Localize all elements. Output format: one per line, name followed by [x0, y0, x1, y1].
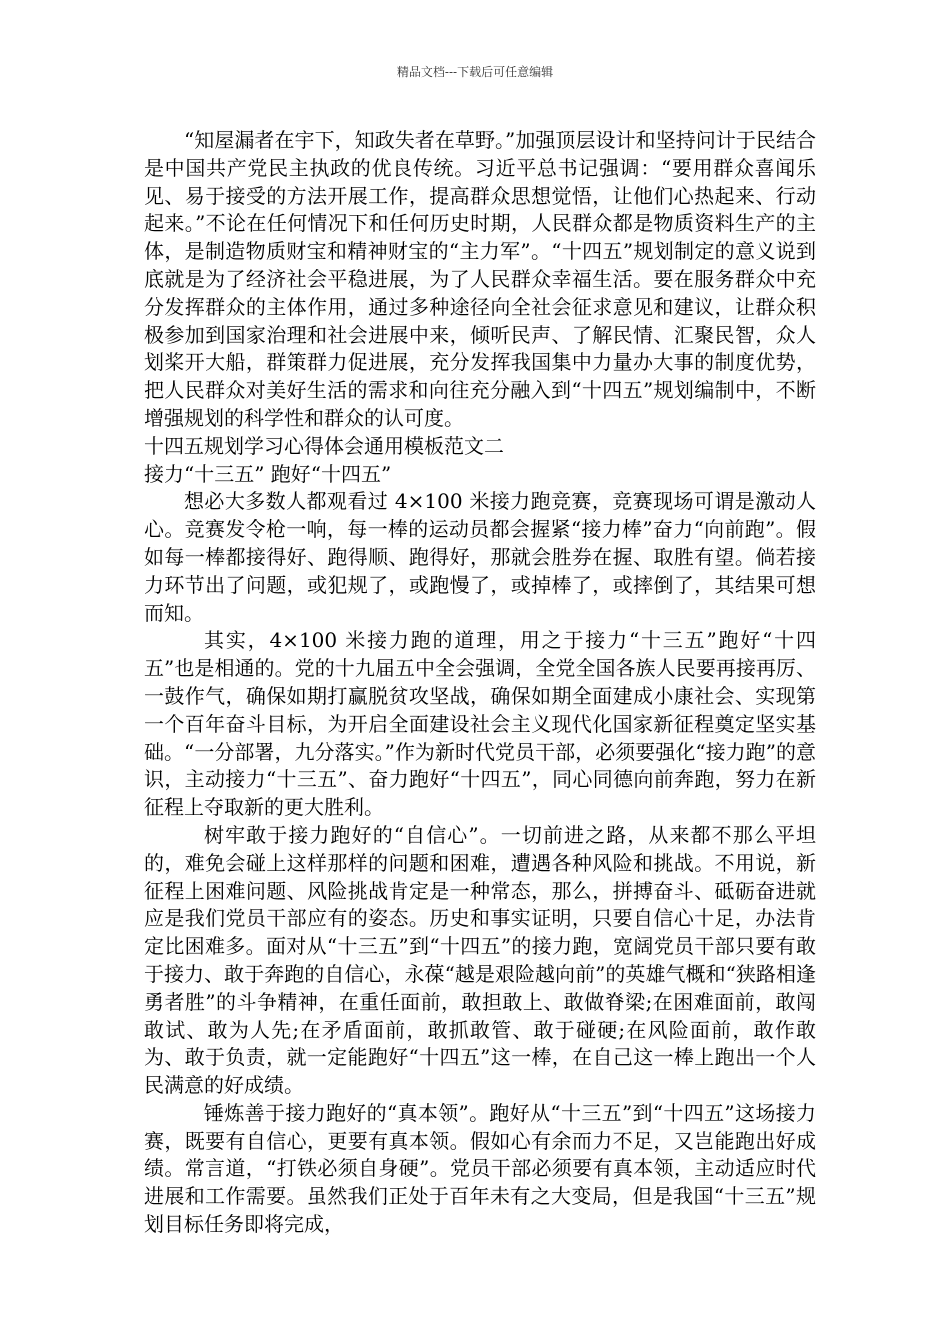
- document-body: [144, 127, 816, 1239]
- section-title: 十四五规划学习心得体会通用模板范文二: [144, 433, 504, 458]
- paragraph: 锤炼善于接力跑好的“真本领”。跑好从“十三五”到“十四五”这场接力赛，既要有自信心，更要有真本领。假如心有余而力不足，又岂能跑出好成绩。常言道，“打铁必须自身硬”。党员干部必须要有真本领，主动适应时代进展和工作需要。虽然我们正处于百年未有之大变局，但是我国“十三五”规划目标任务即将完成，: [144, 1100, 816, 1237]
- paragraph: “知屋漏者在宇下，知政失者在草野。”加强顶层设计和坚持问计于民结合是中国共产党民主执政的优良传统。习近平总书记强调：“要用群众喜闻乐见、易于接受的方法开展工作，提高群众思想觉悟，让他们心热起来、行动起来。”不论在任何情况下和任何历史时期，人民群众都是物质资料生产的主体，是制造物质财宝和精神财宝的“主力军”。“十四五”规划制定的意义说到底就是为了经济社会平稳进展，为了人民群众幸福生活。要在服务群众中充分发挥群众的主体作用，通过多种途径向全社会征求意见和建议，让群众积极参加到国家治理和社会进展中来，倾听民声、了解民情、汇聚民智，众人划桨开大船，群策群力促进展，充分发挥我国集中力量办大事的制度优势，把人民群众对美好生活的需求和向往充分融入到“十四五”规划编制中，不断增强规划的科学性和群众的认可度。: [144, 128, 816, 430]
- article-title: 接力“十三五” 跑好“十四五”: [144, 461, 392, 486]
- paragraph: 树牢敢于接力跑好的“自信心”。一切前进之路，从来都不那么平坦的，难免会碰上这样那样的问题和困难，遭遇各种风险和挑战。不用说，新征程上困难问题、风险挑战肯定是一种常态，那么，拼搏奋斗、砥砺奋进就应是我们党员干部应有的姿态。历史和事实证明，只要自信心十足，办法肯定比困难多。面对从“十三五”到“十四五”的接力跑，宽阔党员干部只要有敢于接力、敢于奔跑的自信心，永葆“越是艰险越向前”的英雄气概和“狭路相逢勇者胜”的斗争精神，在重任面前，敢担敢上、敢做脊梁;在困难面前，敢闯敢试、敢为人先;在矛盾面前，敢抓敢管、敢于碰硬;在风险面前，敢作敢为、敢于负责，就一定能跑好“十四五”这一棒，在自己这一棒上跑出一个人民满意的好成绩。: [144, 822, 816, 1098]
- paragraph: 想必大多数人都观看过 4×100 米接力跑竞赛，竞赛现场可谓是激动人心。竞赛发令枪一响，每一棒的运动员都会握紧“接力棒”奋力“向前跑”。假如每一棒都接得好、跑得顺、跑得好，那就会胜券在握、取胜有望。倘若接力环节出了问题，或犯规了，或跑慢了，或掉棒了，或摔倒了，其结果可想而知。: [144, 489, 816, 625]
- page-header: 精品文档---下载后可任意编辑: [396, 65, 554, 79]
- paragraph: 其实，4×100 米接力跑的道理，用之于接力“十三五”跑好“十四五”也是相通的。党的十九届五中全会强调，全党全国各族人民要再接再厉、一鼓作气，确保如期打赢脱贫攻坚战，确保如期全面建成小康社会、实现第一个百年奋斗目标，为开启全面建设社会主义现代化国家新征程奠定坚实基础。“一分部署，九分落实。”作为新时代党员干部，必须要强化“接力跑”的意识，主动接力“十三五”、奋力跑好“十四五”，同心同德向前奔跑，努力在新征程上夺取新的更大胜利。: [144, 628, 816, 820]
